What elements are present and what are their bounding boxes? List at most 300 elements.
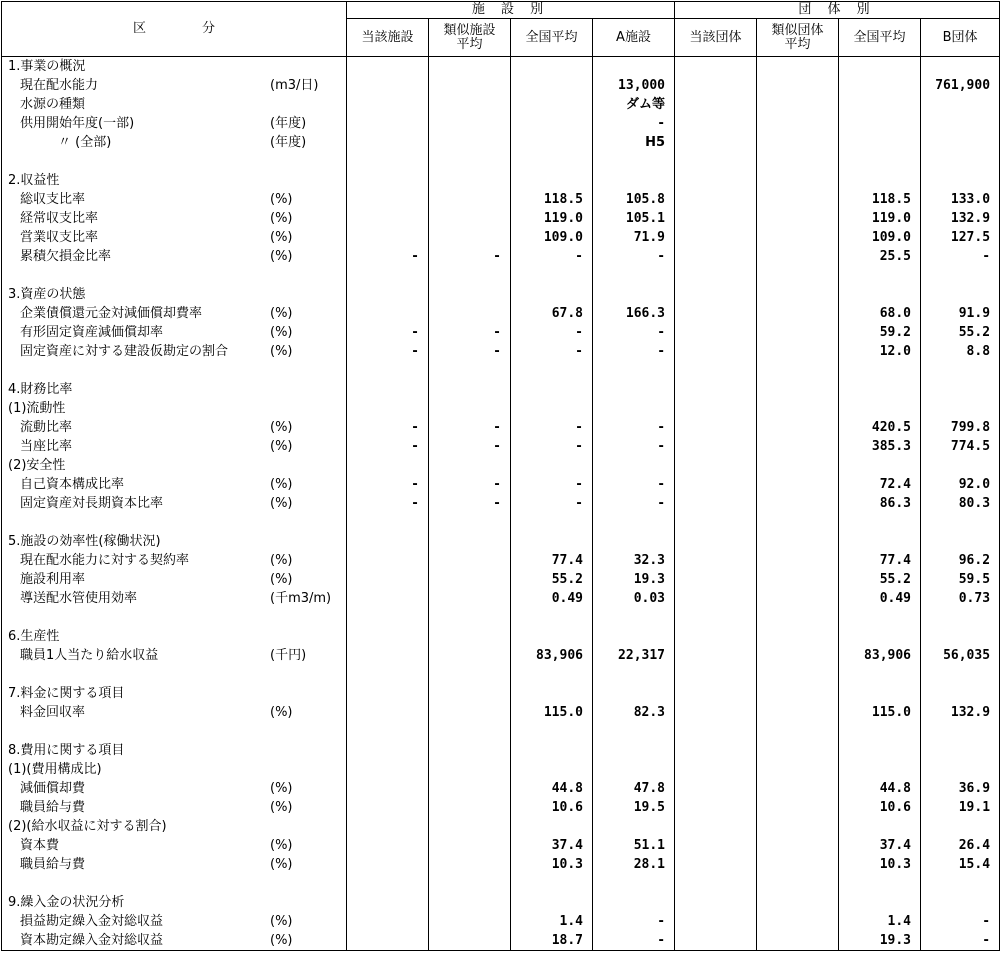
row-label: 職員給与費 (20, 800, 86, 815)
value-cell (347, 551, 429, 570)
value-cell (429, 931, 511, 951)
value-cell (511, 456, 593, 475)
value-cell: - (921, 247, 1000, 266)
value-cell (429, 798, 511, 817)
value-cell (757, 361, 839, 380)
value-cell (593, 152, 675, 171)
value-cell (675, 418, 757, 437)
value-cell: 109.0 (511, 228, 593, 247)
value-cell (593, 874, 675, 893)
value-cell (839, 760, 921, 779)
column-header: 類似団体 平均 (757, 19, 839, 57)
value-cell (757, 741, 839, 760)
value-cell: 0.49 (839, 589, 921, 608)
value-cell (675, 817, 757, 836)
value-cell (429, 304, 511, 323)
table-row (2, 304, 1000, 323)
value-cell: 92.0 (921, 475, 1000, 494)
value-cell: 420.5 (839, 418, 921, 437)
value-cell (839, 627, 921, 646)
value-cell: - (511, 418, 593, 437)
value-cell (429, 855, 511, 874)
value-cell (593, 266, 675, 285)
column-header: 類似施設 平均 (429, 19, 511, 57)
value-cell (347, 684, 429, 703)
value-cell: - (429, 342, 511, 361)
row-label-cell (2, 551, 347, 570)
value-cell (429, 627, 511, 646)
value-cell (839, 152, 921, 171)
value-cell (675, 190, 757, 209)
value-cell (593, 665, 675, 684)
table-row (2, 893, 1000, 912)
value-cell (921, 722, 1000, 741)
value-cell (757, 114, 839, 133)
value-cell (511, 665, 593, 684)
value-cell (593, 722, 675, 741)
value-cell (921, 95, 1000, 114)
value-cell: 115.0 (839, 703, 921, 722)
value-cell (511, 893, 593, 912)
value-cell (593, 361, 675, 380)
value-cell: 28.1 (593, 855, 675, 874)
value-cell: 55.2 (839, 570, 921, 589)
value-cell (757, 836, 839, 855)
value-cell (921, 57, 1000, 77)
value-cell (347, 76, 429, 95)
value-cell (757, 190, 839, 209)
value-cell: 0.49 (511, 589, 593, 608)
row-label-cell (2, 893, 347, 912)
value-cell: 127.5 (921, 228, 1000, 247)
value-cell (757, 380, 839, 399)
value-cell (347, 114, 429, 133)
value-cell (839, 57, 921, 77)
value-cell (429, 608, 511, 627)
value-cell (675, 741, 757, 760)
value-cell (757, 304, 839, 323)
value-cell: - (593, 494, 675, 513)
value-cell (347, 209, 429, 228)
value-cell (429, 285, 511, 304)
value-cell (429, 152, 511, 171)
value-cell: 25.5 (839, 247, 921, 266)
value-cell (429, 513, 511, 532)
value-cell (921, 608, 1000, 627)
table-row (2, 722, 1000, 741)
row-label-cell (2, 152, 347, 171)
value-cell (429, 361, 511, 380)
value-cell (839, 722, 921, 741)
row-label-cell (2, 209, 347, 228)
value-cell: 119.0 (511, 209, 593, 228)
value-cell (429, 380, 511, 399)
value-cell: - (429, 437, 511, 456)
row-label: (2)安全性 (8, 458, 66, 473)
table-row (2, 589, 1000, 608)
row-label: 減価償却費 (20, 781, 86, 796)
value-cell: 44.8 (511, 779, 593, 798)
value-cell (429, 76, 511, 95)
value-cell (757, 532, 839, 551)
row-unit: (%) (270, 572, 293, 587)
value-cell (511, 722, 593, 741)
row-label: 料金回収率 (20, 705, 86, 720)
value-cell (757, 76, 839, 95)
value-cell (839, 532, 921, 551)
value-cell (839, 380, 921, 399)
value-cell: - (347, 323, 429, 342)
value-cell (675, 133, 757, 152)
row-label: 企業債償還元金対減価償却費率 (20, 306, 203, 321)
value-cell (839, 741, 921, 760)
row-label: 資本費 (20, 838, 60, 853)
value-cell (511, 114, 593, 133)
row-label: (1)(費用構成比) (8, 762, 102, 777)
row-label: 現在配水能力 (20, 78, 99, 93)
value-cell (347, 361, 429, 380)
row-label: 総収支比率 (20, 192, 86, 207)
value-cell: 37.4 (839, 836, 921, 855)
value-cell: - (347, 342, 429, 361)
value-cell (675, 76, 757, 95)
value-cell (347, 532, 429, 551)
row-unit: (%) (270, 230, 293, 245)
row-unit: (年度) (270, 135, 307, 150)
row-unit: (%) (270, 211, 293, 226)
row-unit: (%) (270, 914, 293, 929)
row-unit: (%) (270, 553, 293, 568)
value-cell: 86.3 (839, 494, 921, 513)
table-row (2, 646, 1000, 665)
value-cell (757, 589, 839, 608)
row-label-cell (2, 266, 347, 285)
value-cell (429, 209, 511, 228)
value-cell: - (347, 475, 429, 494)
value-cell: 77.4 (511, 551, 593, 570)
value-cell (675, 399, 757, 418)
value-cell: 18.7 (511, 931, 593, 951)
value-cell: 118.5 (839, 190, 921, 209)
value-cell: 26.4 (921, 836, 1000, 855)
row-label-cell (2, 285, 347, 304)
row-unit: (%) (270, 477, 293, 492)
value-cell: 83,906 (839, 646, 921, 665)
row-label-cell (2, 494, 347, 513)
row-label-cell (2, 437, 347, 456)
table-row (2, 532, 1000, 551)
value-cell: 19.5 (593, 798, 675, 817)
row-label-cell (2, 627, 347, 646)
column-header: 全国平均 (839, 19, 921, 57)
value-cell (675, 247, 757, 266)
value-cell (511, 133, 593, 152)
value-cell: 1.4 (511, 912, 593, 931)
value-cell (347, 855, 429, 874)
value-cell (757, 912, 839, 931)
value-cell: 15.4 (921, 855, 1000, 874)
value-cell (347, 893, 429, 912)
value-cell (347, 703, 429, 722)
table-body (2, 57, 1000, 951)
value-cell: 96.2 (921, 551, 1000, 570)
row-unit: (年度) (270, 116, 307, 131)
value-cell (675, 171, 757, 190)
value-cell (921, 361, 1000, 380)
value-cell (757, 703, 839, 722)
value-cell (757, 893, 839, 912)
value-cell (757, 874, 839, 893)
value-cell (511, 95, 593, 114)
table-row (2, 551, 1000, 570)
value-cell (757, 722, 839, 741)
value-cell (839, 266, 921, 285)
table-row (2, 874, 1000, 893)
value-cell (839, 285, 921, 304)
value-cell (511, 513, 593, 532)
value-cell (593, 57, 675, 77)
value-cell (757, 133, 839, 152)
row-label: 流動比率 (20, 420, 73, 435)
value-cell (593, 627, 675, 646)
row-unit: (%) (270, 838, 293, 853)
row-label-cell (2, 684, 347, 703)
value-cell: 71.9 (593, 228, 675, 247)
value-cell (921, 114, 1000, 133)
row-label-cell (2, 399, 347, 418)
row-label: 資本勘定繰入金対総収益 (20, 933, 164, 948)
value-cell (675, 703, 757, 722)
row-unit: (%) (270, 249, 293, 264)
value-cell (757, 228, 839, 247)
value-cell (757, 684, 839, 703)
table-row (2, 361, 1000, 380)
row-label: 5.施設の効率性(稼働状況) (8, 534, 161, 549)
value-cell (347, 152, 429, 171)
row-unit: (%) (270, 306, 293, 321)
value-cell (921, 760, 1000, 779)
value-cell (921, 456, 1000, 475)
value-cell (347, 646, 429, 665)
value-cell (347, 570, 429, 589)
value-cell (757, 475, 839, 494)
value-cell (921, 133, 1000, 152)
value-cell (675, 551, 757, 570)
table-row (2, 456, 1000, 475)
value-cell: 132.9 (921, 703, 1000, 722)
value-cell (675, 513, 757, 532)
value-cell: - (593, 912, 675, 931)
value-cell (757, 551, 839, 570)
value-cell: 118.5 (511, 190, 593, 209)
table-row (2, 570, 1000, 589)
value-cell (429, 570, 511, 589)
row-unit: (%) (270, 344, 293, 359)
value-cell (347, 285, 429, 304)
value-cell (839, 684, 921, 703)
row-label-cell (2, 342, 347, 361)
value-cell (429, 190, 511, 209)
value-cell (429, 95, 511, 114)
value-cell (675, 665, 757, 684)
value-cell: 109.0 (839, 228, 921, 247)
value-cell: 385.3 (839, 437, 921, 456)
row-label-cell (2, 76, 347, 95)
table-row (2, 912, 1000, 931)
row-label-cell (2, 361, 347, 380)
value-cell (429, 266, 511, 285)
value-cell: - (511, 475, 593, 494)
table-row (2, 380, 1000, 399)
value-cell (429, 912, 511, 931)
row-label-cell (2, 475, 347, 494)
value-cell (347, 836, 429, 855)
value-cell (511, 627, 593, 646)
value-cell (757, 323, 839, 342)
value-cell (921, 152, 1000, 171)
row-label-cell (2, 779, 347, 798)
value-cell (757, 513, 839, 532)
table-row (2, 836, 1000, 855)
value-cell (347, 228, 429, 247)
value-cell (839, 399, 921, 418)
value-cell (757, 285, 839, 304)
value-cell (347, 817, 429, 836)
row-unit: (%) (270, 800, 293, 815)
value-cell: - (921, 912, 1000, 931)
value-cell: 67.8 (511, 304, 593, 323)
table-row (2, 399, 1000, 418)
value-cell: 44.8 (839, 779, 921, 798)
value-cell: - (347, 494, 429, 513)
row-label: 3.資産の状態 (8, 287, 86, 302)
row-label: 〃 (全部) (58, 135, 112, 150)
value-cell (675, 152, 757, 171)
value-cell (511, 57, 593, 77)
row-label: 8.費用に関する項目 (8, 743, 125, 758)
value-cell: - (429, 494, 511, 513)
value-cell: 55.2 (511, 570, 593, 589)
value-cell (757, 247, 839, 266)
row-label-cell (2, 57, 347, 77)
row-unit: (%) (270, 420, 293, 435)
value-cell (675, 95, 757, 114)
value-cell: 119.0 (839, 209, 921, 228)
value-cell (347, 513, 429, 532)
row-label-cell (2, 931, 347, 951)
table-row (2, 494, 1000, 513)
comparison-table (1, 1, 1000, 951)
column-header: 全国平均 (511, 19, 593, 57)
table-row (2, 741, 1000, 760)
value-cell: 68.0 (839, 304, 921, 323)
value-cell (347, 931, 429, 951)
value-cell (839, 608, 921, 627)
row-unit: (%) (270, 705, 293, 720)
value-cell (347, 760, 429, 779)
value-cell: 19.3 (593, 570, 675, 589)
row-label-cell (2, 247, 347, 266)
row-label-cell (2, 665, 347, 684)
value-cell (757, 399, 839, 418)
value-cell: 10.6 (511, 798, 593, 817)
value-cell: 59.2 (839, 323, 921, 342)
value-cell (675, 855, 757, 874)
value-cell (757, 152, 839, 171)
value-cell (429, 228, 511, 247)
kubun-left: 区 (132, 21, 146, 36)
value-cell (429, 836, 511, 855)
value-cell (347, 608, 429, 627)
value-cell (347, 627, 429, 646)
row-label-cell (2, 722, 347, 741)
value-cell (347, 665, 429, 684)
value-cell (429, 589, 511, 608)
value-cell (839, 817, 921, 836)
table-row (2, 133, 1000, 152)
value-cell (511, 399, 593, 418)
value-cell: - (429, 475, 511, 494)
row-label-cell (2, 912, 347, 931)
value-cell (347, 779, 429, 798)
value-cell (757, 817, 839, 836)
value-cell: 0.03 (593, 589, 675, 608)
value-cell (511, 817, 593, 836)
table-row (2, 76, 1000, 95)
row-label: 職員給与費 (20, 857, 86, 872)
value-cell: 105.8 (593, 190, 675, 209)
value-cell (675, 209, 757, 228)
value-cell: - (347, 418, 429, 437)
value-cell (593, 456, 675, 475)
value-cell: 72.4 (839, 475, 921, 494)
table-row (2, 475, 1000, 494)
value-cell (511, 266, 593, 285)
value-cell: 12.0 (839, 342, 921, 361)
value-cell (921, 171, 1000, 190)
value-cell (429, 399, 511, 418)
value-cell: 32.3 (593, 551, 675, 570)
table-row (2, 418, 1000, 437)
value-cell (675, 589, 757, 608)
value-cell (511, 760, 593, 779)
value-cell (593, 760, 675, 779)
row-label-cell (2, 836, 347, 855)
value-cell: - (593, 931, 675, 951)
row-label-cell (2, 532, 347, 551)
value-cell: - (511, 247, 593, 266)
value-cell (757, 171, 839, 190)
value-cell (429, 133, 511, 152)
table-row (2, 608, 1000, 627)
table-row (2, 342, 1000, 361)
value-cell (347, 399, 429, 418)
value-cell: 51.1 (593, 836, 675, 855)
value-cell (839, 114, 921, 133)
value-cell (347, 456, 429, 475)
row-label-cell (2, 817, 347, 836)
row-unit: (千円) (270, 648, 307, 663)
value-cell (839, 874, 921, 893)
value-cell (347, 722, 429, 741)
value-cell (675, 475, 757, 494)
value-cell (429, 532, 511, 551)
row-label: 累積欠損金比率 (20, 249, 112, 264)
table-row (2, 190, 1000, 209)
row-label-cell (2, 798, 347, 817)
value-cell (429, 741, 511, 760)
value-cell (921, 817, 1000, 836)
